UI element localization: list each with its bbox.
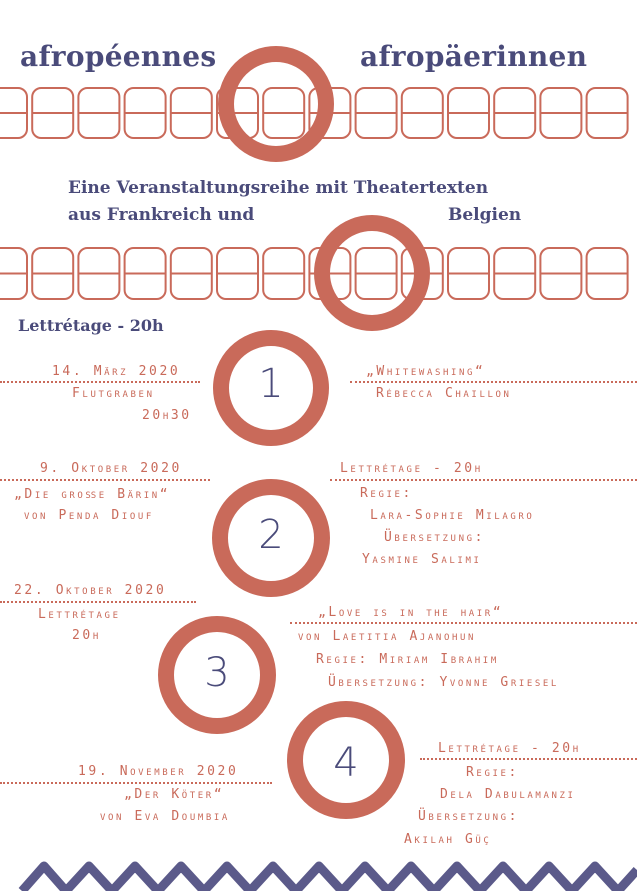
subtitle-line-1: Eine Veranstaltungsreihe mit Theatertexten [68, 178, 489, 198]
event-2-director: Lara-Sophie Milagro [370, 508, 535, 523]
event-4-translator: Akilah Güç [404, 832, 492, 847]
event-4-number: 4 [333, 740, 359, 786]
event-2-translation-label: Übersetzung: [384, 530, 486, 545]
event-3-direction: Regie: Miriam Ibrahim [316, 652, 499, 667]
event-1-place: Flutgraben [72, 386, 155, 401]
event-3-translation: Übersetzung: Yvonne Griesel [328, 675, 559, 690]
subtitle-line-2-left: aus Frankreich und [68, 205, 255, 225]
event-1-time: 20h30 [142, 408, 192, 423]
event-3-number: 3 [204, 650, 230, 696]
divider-event-1-left [0, 381, 200, 383]
event-4-title: „Der Köter“ [124, 787, 225, 802]
event-3-title: „Love is in the hair“ [318, 605, 504, 620]
divider-event-4-left [0, 782, 272, 784]
event-2-translator: Yasmine Salimi [362, 552, 482, 567]
event-4-direction-label: Regie: [466, 765, 519, 780]
divider-event-3-right [290, 622, 637, 624]
zigzag-border [22, 866, 637, 891]
divider-event-2-left [0, 479, 210, 481]
event-2-date: 9. Oktober 2020 [40, 461, 182, 476]
divider-event-1-right [350, 381, 637, 383]
event-3-time: 20h [72, 628, 101, 643]
event-4-venue: Lettrétage - 20h [438, 741, 581, 756]
event-1-number: 1 [258, 361, 284, 407]
divider-event-3-left [0, 601, 196, 603]
event-4-date: 19. November 2020 [78, 764, 239, 779]
title-left: afropéennes [20, 40, 217, 73]
event-2-number: 2 [258, 512, 284, 558]
event-4-translation-label: Übersetzung: [418, 809, 520, 824]
event-2-direction-label: Regie: [360, 486, 413, 501]
event-2-author: von Penda Diouf [24, 508, 154, 523]
event-2-title: „Die große Bärin“ [14, 487, 171, 502]
event-2-venue: Lettrétage - 20h [340, 461, 483, 476]
event-1-title: „Whitewashing“ [366, 364, 486, 379]
event-4-director: Dela Dabulamanzi [440, 787, 576, 802]
event-4-author: von Eva Doumbia [100, 809, 230, 824]
event-3-author: von Laetitia Ajanohun [298, 629, 477, 644]
event-1-date: 14. März 2020 [52, 364, 181, 379]
subtitle-line-2-right: Belgien [448, 205, 522, 225]
event-1-author: Rébecca Chaillon [376, 386, 512, 401]
main-venue: Lettrétage - 20h [18, 316, 164, 335]
divider-event-2-right [330, 479, 637, 481]
event-3-date: 22. Oktober 2020 [14, 583, 167, 598]
title-right: afropäerinnen [360, 40, 588, 73]
divider-event-4-right [420, 758, 637, 760]
event-3-place: Lettrétage [38, 607, 121, 622]
pill-pattern-middle [0, 248, 628, 299]
